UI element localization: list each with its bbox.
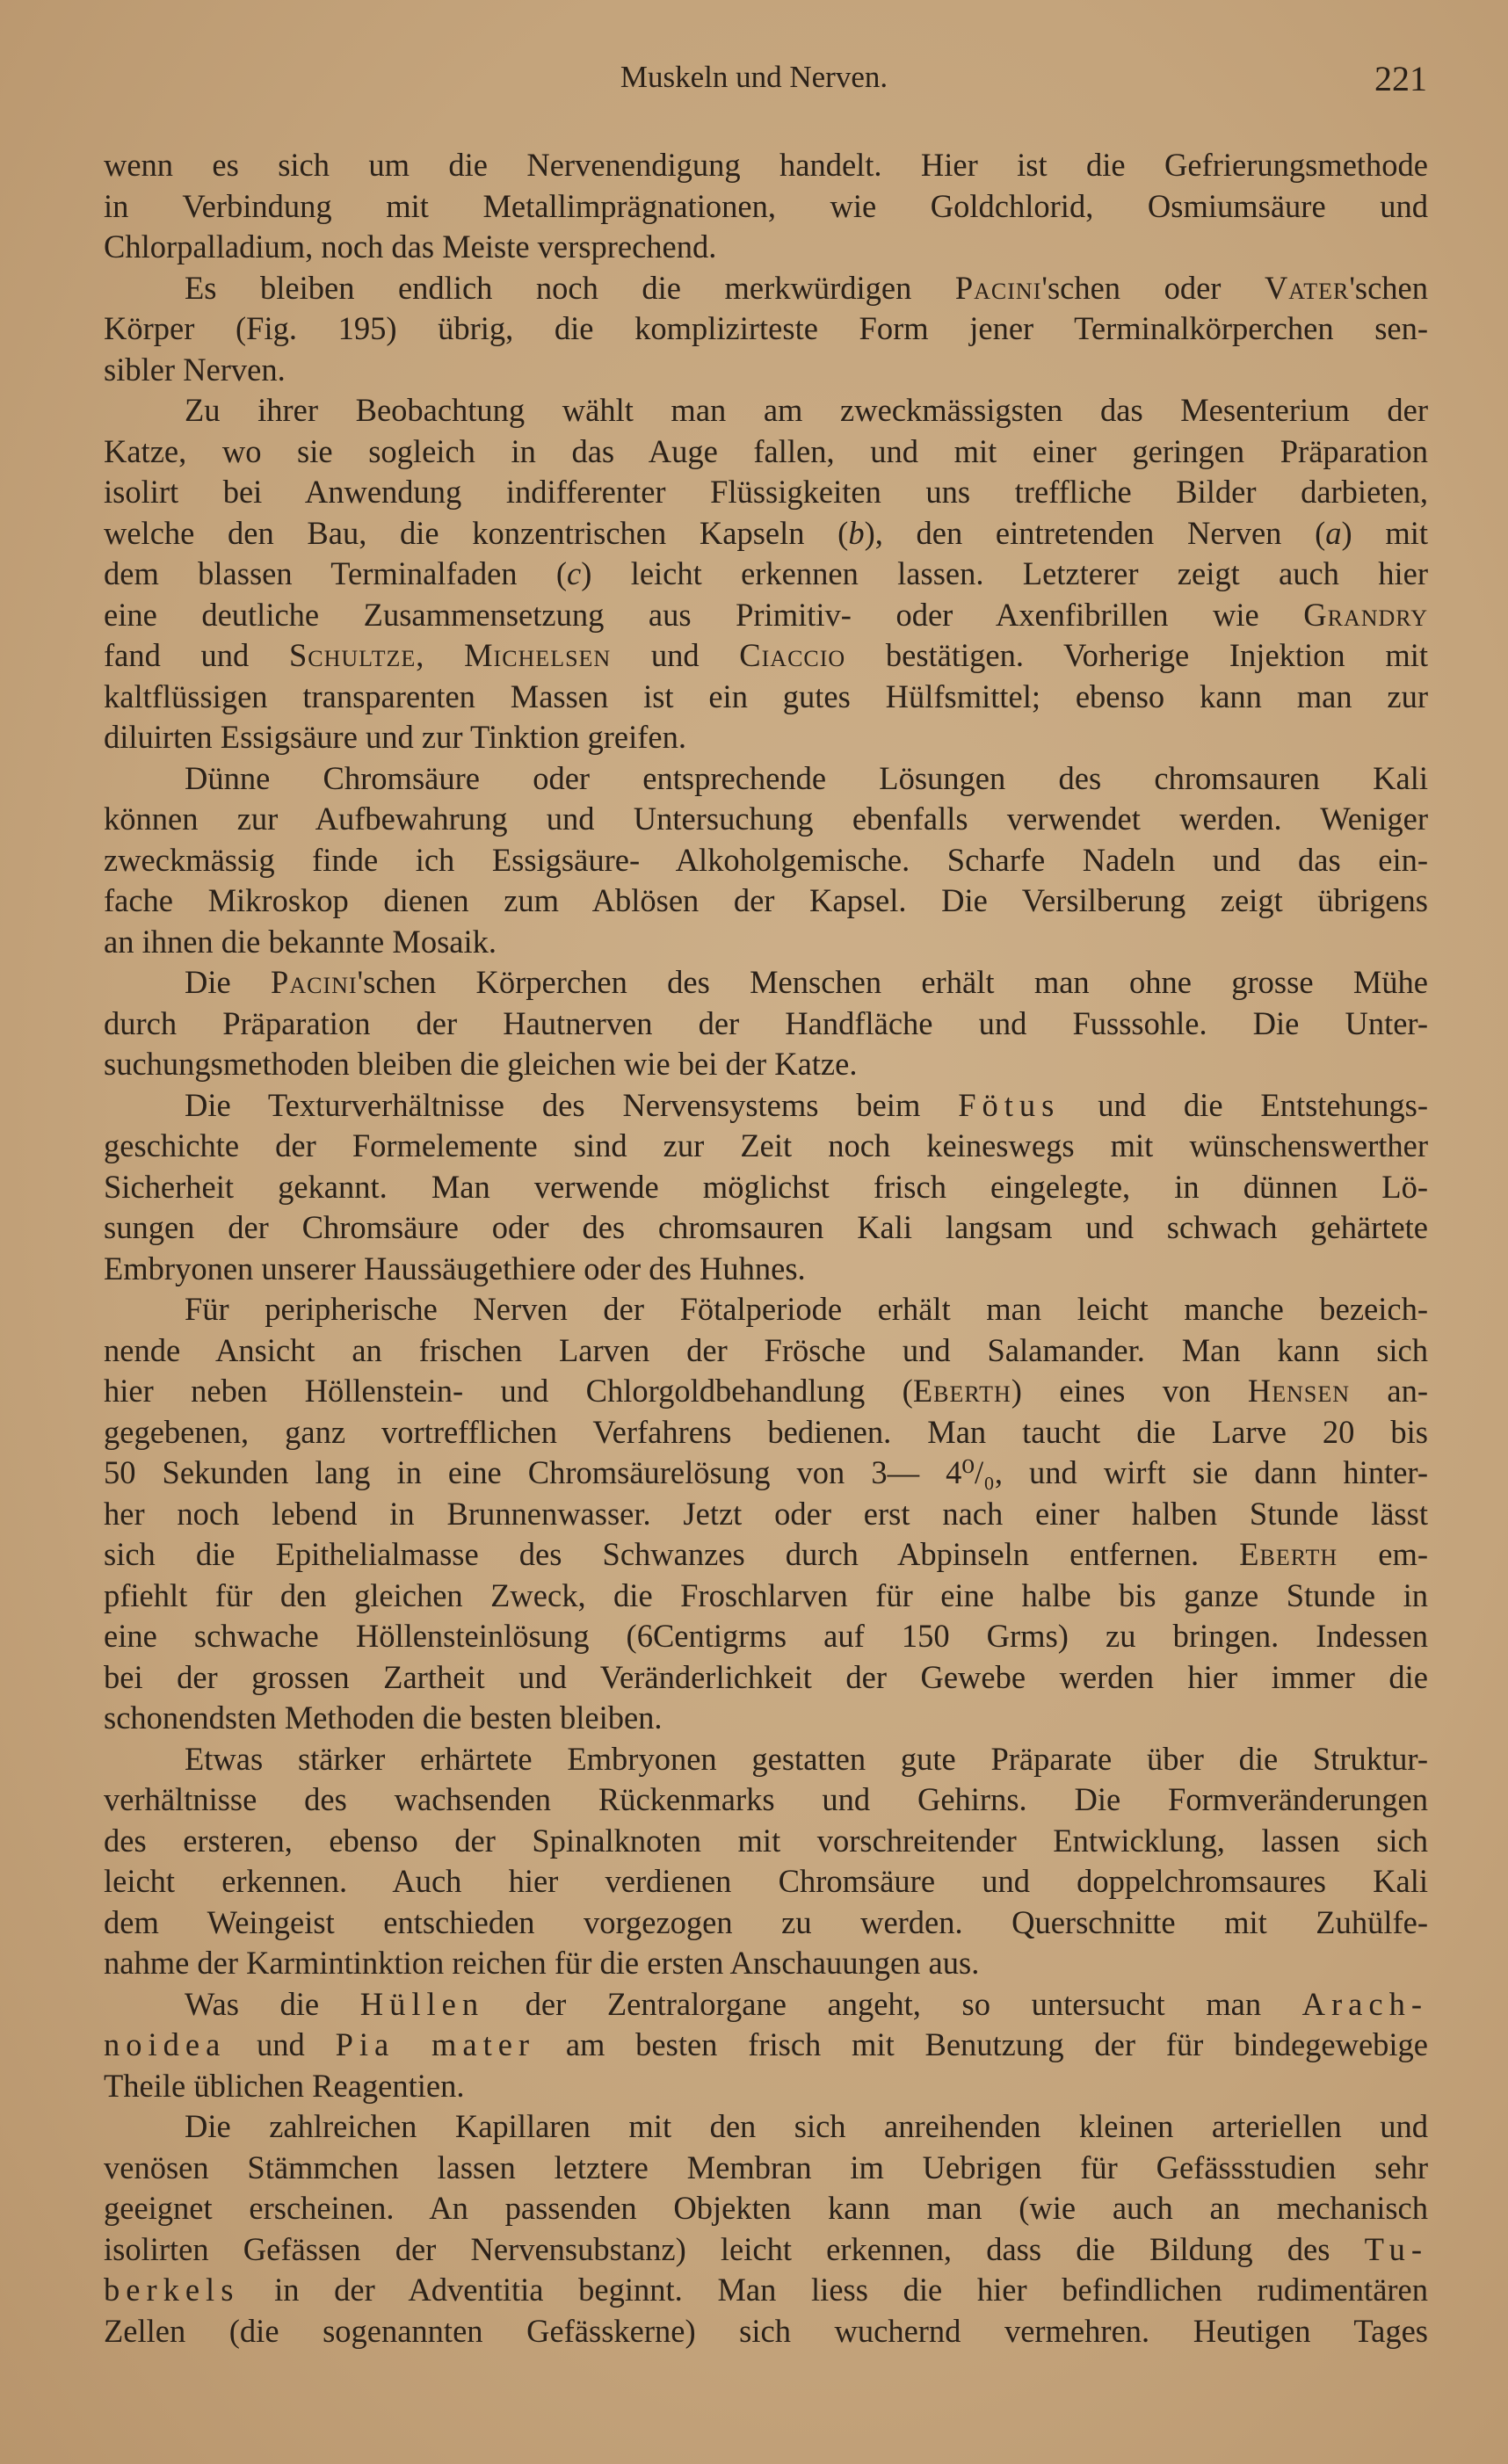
text-segment: isolirt bei Anwendung indifferenter Flüssigkeiten uns treffliche Bilder darbieten, (104, 474, 1428, 510)
emphasized-term: Hüllen (359, 1985, 485, 2022)
text-line (104, 2066, 1428, 2107)
text-line (104, 1494, 1428, 1535)
text-line (104, 1085, 1428, 1127)
text-segment: Etwas stärker erhärtete Embryonen gestatten gute Präparate über die Struktur- (185, 1740, 1428, 1777)
text-line (104, 268, 1428, 309)
paragraph (104, 962, 1428, 1085)
author-name: Vater (1264, 269, 1350, 306)
text-segment: Körper (Fig. 195) übrig, die komplizirteste Form jener Terminalkörperchen sen- (104, 310, 1428, 346)
text-line (104, 1289, 1428, 1330)
text-line (104, 758, 1428, 800)
text-line (104, 840, 1428, 881)
emphasized-term: Tu- (1364, 2230, 1428, 2267)
text-line (104, 2025, 1428, 2066)
text-segment: 'schen Körperchen des Menschen erhält man ohne grosse Mühe (357, 964, 1429, 1000)
text-segment: dem Weingeist entschieden vorgezogen zu werden. Querschnitte mit Zuhülfe- (104, 1903, 1428, 1940)
text-segment: sich die Epithelialmasse des Schwanzes durch Abpinseln entfernen. (104, 1536, 1240, 1572)
text-segment: eine deutliche Zusammensetzung aus Primitiv- oder Axenfibrillen wie (104, 596, 1304, 633)
text-segment: sungen der Chromsäure oder des chromsauren Kali langsam und schwach gehärtete (104, 1209, 1428, 1245)
text-line (104, 145, 1428, 186)
text-segment: geschichte der Formelemente sind zur Zeit noch keineswegs mit wünschenswerther (104, 1127, 1428, 1163)
paragraph (104, 1289, 1428, 1739)
page-number: 221 (1374, 59, 1427, 98)
text-segment: Sicherheit gekannt. Man verwende möglichst frisch eingelegte, in dünnen Lö- (104, 1168, 1428, 1205)
text-segment: Es bleiben endlich noch die merkwürdigen (185, 269, 955, 306)
text-segment: nende Ansicht an frischen Larven der Frösche und Salamander. Man kann sich (104, 1331, 1428, 1368)
text-segment: wenn es sich um die Nervenendigung handelt. Hier ist die Gefrierungsmethode (104, 147, 1428, 183)
text-segment: Für peripherische Nerven der Fötalperiode erhält man leicht manche bezeich- (185, 1291, 1428, 1327)
text-segment: Chlorpalladium, noch das Meiste versprechend. (104, 228, 717, 265)
text-segment: , (416, 637, 465, 673)
author-name: Michelsen (464, 637, 612, 673)
text-line (104, 431, 1428, 473)
text-segment: an- (1350, 1373, 1428, 1409)
text-segment: fand und (104, 637, 289, 673)
text-line (104, 881, 1428, 922)
text-line (104, 595, 1428, 636)
text-segment: ), den eintretenden Nerven ( (864, 514, 1326, 551)
text-line (104, 1616, 1428, 1657)
text-segment: 'schen (1349, 269, 1428, 306)
author-name: Pacini (954, 269, 1042, 306)
text-line (104, 1044, 1428, 1085)
figure-label: c (567, 555, 582, 591)
author-name: Grandry (1303, 596, 1428, 633)
text-line (104, 2311, 1428, 2352)
text-line (104, 1576, 1428, 1617)
text-line (104, 2270, 1428, 2311)
text-segment: nahme der Karmintinktion reichen für die ersten Anschauungen aus. (104, 1945, 980, 1981)
text-line (104, 962, 1428, 1004)
text-segment: gegebenen, ganz vortrefflichen Verfahrens bedienen. Man taucht die Larve 20 bis (104, 1413, 1428, 1450)
text-line (104, 1943, 1428, 1984)
text-segment: welche den Bau, die konzentrischen Kapseln ( (104, 514, 849, 551)
author-name: Hensen (1247, 1373, 1350, 1409)
text-line (104, 2229, 1428, 2271)
paragraph (104, 1984, 1428, 2107)
text-segment: isolirten Gefässen der Nervensubstanz) leicht erkennen, dass die Bildung des (104, 2230, 1365, 2267)
text-line (104, 1167, 1428, 1208)
text-line (104, 2106, 1428, 2148)
author-name: Ciaccio (739, 637, 846, 673)
text-line (104, 227, 1428, 268)
author-name: Eberth (912, 1373, 1011, 1409)
text-line (104, 799, 1428, 840)
text-segment: ) mit (1341, 514, 1428, 551)
paragraph (104, 390, 1428, 758)
text-segment: diluirten Essigsäure und zur Tinktion greifen. (104, 719, 687, 755)
text-line (104, 1984, 1428, 2026)
text-line (104, 677, 1428, 718)
emphasized-term: Arach- (1301, 1985, 1428, 2022)
text-segment: des ersteren, ebenso der Spinalknoten mit vorschreitender Entwicklung, lassen sich (104, 1822, 1428, 1859)
text-segment: dem blassen Terminalfaden ( (104, 555, 568, 591)
text-line (104, 472, 1428, 513)
paragraph (104, 145, 1428, 268)
paragraph (104, 758, 1428, 963)
text-segment: 50 Sekunden lang in eine Chromsäurelösung von 3— 4⁰/₀, und wirft sie dann hinter- (104, 1454, 1428, 1490)
text-segment: durch Präparation der Hautnerven der Handfläche und Fusssohle. Die Unter- (104, 1004, 1428, 1041)
text-segment: Die zahlreichen Kapillaren mit den sich anreihenden kleinen arteriellen und (185, 2108, 1428, 2144)
text-line (104, 1330, 1428, 1372)
text-segment: ) leicht erkennen lassen. Letzterer zeigt auch hier (581, 555, 1428, 591)
paragraph (104, 268, 1428, 391)
text-line (104, 1004, 1428, 1045)
text-line (104, 1453, 1428, 1494)
text-segment: an ihnen die bekannte Mosaik. (104, 923, 497, 960)
text-line (104, 1412, 1428, 1453)
text-segment: fache Mikroskop dienen zum Ablösen der Kapsel. Die Versilberung zeigt übrigens (104, 882, 1428, 918)
running-title: Muskeln und Nerven. (620, 60, 888, 94)
text-segment: kaltflüssigen transparenten Massen ist ein gutes Hülfsmittel; ebenso kann man zur (104, 678, 1428, 714)
text-line (104, 2188, 1428, 2229)
text-segment: eine schwache Höllensteinlösung (6Centigrms auf 150 Grms) zu bringen. Indessen (104, 1618, 1428, 1654)
text-line (104, 1861, 1428, 1902)
text-line (104, 1902, 1428, 1944)
text-segment: in Verbindung mit Metallimprägnationen, wie Goldchlorid, Osmiumsäure und (104, 187, 1428, 224)
text-segment: Embryonen unserer Haussäugethiere oder des Huhnes. (104, 1250, 806, 1286)
text-segment: geeignet erscheinen. An passenden Objekten kann man (wie auch an mechanisch (104, 2190, 1428, 2226)
author-name: Schultze (288, 637, 417, 673)
text-line (104, 1657, 1428, 1699)
text-segment: und die Entstehungs- (1060, 1086, 1428, 1123)
text-line (104, 350, 1428, 391)
text-line (104, 308, 1428, 350)
emphasized-term: Pia mater (335, 2026, 536, 2062)
text-segment: Zu ihrer Beobachtung wählt man am zweckmässigsten das Mesenterium der (185, 392, 1428, 428)
text-line (104, 1821, 1428, 1862)
paragraph (104, 1085, 1428, 1290)
text-segment: hier neben Höllenstein- und Chlorgoldbehandlung ( (104, 1373, 913, 1409)
text-segment: bestätigen. Vorherige Injektion mit (845, 637, 1429, 673)
text-line (104, 1371, 1428, 1412)
text-segment: 'schen oder (1041, 269, 1265, 306)
text-line (104, 922, 1428, 963)
text-segment: zweckmässig finde ich Essigsäure- Alkoholgemische. Scharfe Nadeln und das ein- (104, 841, 1428, 878)
text-segment: leicht erkennen. Auch hier verdienen Chromsäure und doppelchromsaures Kali (104, 1863, 1428, 1899)
text-line (104, 1779, 1428, 1821)
text-line (104, 1207, 1428, 1249)
text-line (104, 390, 1428, 431)
emphasized-term: berkels (104, 2272, 240, 2308)
text-segment: in der Adventitia beginnt. Man liess die hier befindlichen rudimentären (239, 2272, 1428, 2308)
text-segment: Die Texturverhältnisse des Nervensystems beim (185, 1086, 959, 1123)
text-segment: und (611, 637, 740, 673)
text-line (104, 186, 1428, 228)
paragraph (104, 1739, 1428, 1984)
text-segment: am besten frisch mit Benutzung der für bindegewebige (535, 2026, 1429, 2062)
text-segment: verhältnisse des wachsenden Rückenmarks und Gehirns. Die Formveränderungen (104, 1781, 1428, 1817)
text-segment: her noch lebend in Brunnenwasser. Jetzt oder erst nach einer halben Stunde lässt (104, 1495, 1428, 1532)
text-line (104, 1249, 1428, 1290)
paragraph (104, 2106, 1428, 2352)
text-segment: sibler Nerven. (104, 351, 286, 388)
text-segment: pfiehlt für den gleichen Zweck, die Froschlarven für eine halbe bis ganze Stunde in (104, 1576, 1428, 1613)
text-line (104, 554, 1428, 595)
text-line (104, 717, 1428, 758)
author-name: Pacini (271, 964, 358, 1000)
text-line (104, 1698, 1428, 1739)
page-header (0, 54, 1508, 104)
figure-label: a (1325, 514, 1342, 551)
text-segment: schonendsten Methoden die besten bleiben. (104, 1699, 663, 1736)
text-segment: Was die (185, 1985, 360, 2022)
emphasized-term: Fötus (958, 1086, 1061, 1123)
author-name: Eberth (1239, 1536, 1338, 1572)
text-segment: Die (185, 964, 272, 1000)
text-line (104, 1739, 1428, 1780)
text-line (104, 2148, 1428, 2189)
text-segment: ) eines von (1011, 1373, 1248, 1409)
page-body-text (104, 145, 1428, 2352)
text-segment: bei der grossen Zartheit und Veränderlichkeit der Gewebe werden hier immer die (104, 1658, 1428, 1695)
text-line (104, 513, 1428, 554)
text-line (104, 635, 1428, 677)
text-segment: Dünne Chromsäure oder entsprechende Lösungen des chromsauren Kali (185, 759, 1428, 796)
text-segment: em- (1338, 1536, 1429, 1572)
text-segment: können zur Aufbewahrung und Untersuchung ebenfalls verwendet werden. Weniger (104, 801, 1428, 837)
text-segment: der Zentralorgane angeht, so untersucht man (484, 1985, 1302, 2022)
text-line (104, 1126, 1428, 1167)
text-line (104, 1534, 1428, 1576)
text-segment: Katze, wo sie sogleich in das Auge fallen, und mit einer geringen Präparation (104, 432, 1428, 469)
figure-label: b (848, 514, 865, 551)
text-segment: venösen Stämmchen lassen letztere Membran im Uebrigen für Gefässstudien sehr (104, 2149, 1428, 2185)
emphasized-term: noidea (104, 2026, 227, 2062)
text-segment: Zellen (die sogenannten Gefässkerne) sich wuchernd vermehren. Heutigen Tages (104, 2312, 1428, 2349)
text-segment: und (226, 2026, 336, 2062)
text-segment: suchungsmethoden bleiben die gleichen wie bei der Katze. (104, 1046, 858, 1082)
text-segment: Theile üblichen Reagentien. (104, 2067, 465, 2104)
